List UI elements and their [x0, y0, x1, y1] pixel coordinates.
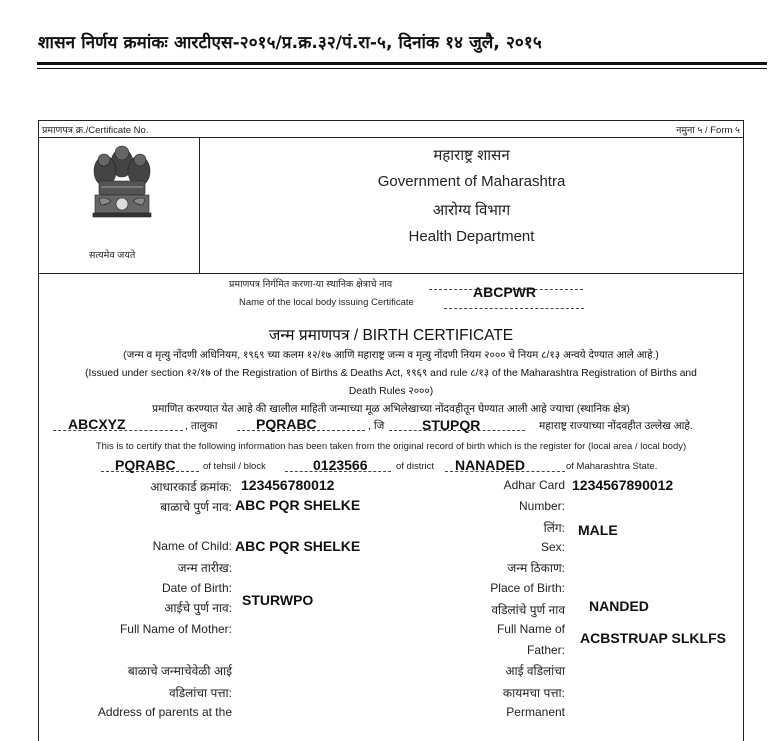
local-body-value: ABCPWR: [473, 284, 536, 300]
aadhar-label-en: Adhar Card: [503, 478, 565, 492]
certify-taluka-label: , तालुका: [185, 420, 218, 432]
child-name-label-mr: बाळाचे पुर्ण नाव:: [160, 500, 232, 514]
sex-label-en: Sex:: [540, 540, 565, 554]
emblem-motto: सत्यमेव जयते: [89, 250, 136, 261]
authority-line-4: Health Department: [408, 228, 535, 245]
child-name-label-en: Name of Child:: [152, 539, 232, 553]
legal-text-mr: (जन्म व मृत्यु नोंदणी अधिनियम, १९६९ च्या कलम १२/१७ आणि महाराष्ट्र जन्म व मृत्यु नोंदणी नियम २००० चे नियम ८/१३ अन्वये देण्यात आले आहे.): [123, 350, 659, 361]
header-bottom-divider: [39, 273, 743, 274]
father-label-mr: वडिलांचे पुर्ण नाव: [491, 603, 565, 617]
father-label-en-1: Full Name of: [496, 622, 565, 636]
pob-label-en: Place of Birth:: [490, 581, 565, 595]
local-body-label-mr: प्रमाणपत्र निर्गमित करणा-या स्थानिक क्षेत्राचे नाव: [229, 279, 393, 290]
addr-perm-label-mr-2: कायमचा पत्ता:: [502, 686, 565, 700]
certificate-title: जन्म प्रमाणपत्र / BIRTH CERTIFICATE: [268, 327, 514, 344]
certificate-number-label: प्रमाणपत्र क्र./Certificate No.: [42, 125, 149, 136]
mother-label-mr: आईचे पुर्ण नाव:: [164, 601, 232, 615]
aadhar-label-en-2: Number:: [518, 499, 565, 513]
addr-perm-label-mr-1: आई वडिलांचा: [505, 664, 565, 678]
mother-value: STURWPO: [242, 592, 314, 608]
ashoka-emblem-icon: [87, 141, 157, 247]
certify-text-mr: प्रमाणित करण्यात येत आहे की खालील माहिती जन्माच्या मूळ अभिलेखाच्या नोंदवहीतून घेण्यात आली आहे ज्याचा (स्थानिक क्षेत्र): [152, 403, 630, 415]
aadhar-value-left: 123456780012: [241, 477, 335, 493]
sex-value: MALE: [578, 522, 618, 538]
form-number-label: नमुना ५ / Form ५: [676, 125, 740, 136]
certify-district-value: STUPQR: [422, 417, 481, 433]
legal-text-en-1: (Issued under section १२/१७ of the Registration of Births & Deaths Act, १९६९ and rule ८/१३ of the Maharashtra Registration of Births and: [85, 368, 697, 379]
dob-label-en: Date of Birth:: [161, 581, 232, 595]
child-name-value: ABC PQR SHELKE: [235, 497, 361, 513]
aadhar-label-mr: आधारकार्ड क्रमांक:: [150, 480, 232, 494]
legal-text-en-2: Death Rules २०००): [348, 386, 434, 397]
certify-tail-mr: महाराष्ट्र राज्याच्या नोंदवहीत उल्लेख आहे.: [539, 420, 693, 432]
certificate-frame: [38, 120, 744, 741]
certify-en-district-label: of district: [396, 461, 435, 472]
addr-birth-label-mr-1: बाळाचे जन्माचेवेळी आई: [127, 664, 232, 678]
header-rule-thick: [37, 62, 767, 65]
pob-value: NANDED: [589, 598, 649, 614]
local-body-dash-en: [444, 308, 584, 309]
local-body-label-en: Name of the local body issuing Certificate: [239, 297, 414, 308]
aadhar-value-right: 1234567890012: [572, 477, 674, 493]
dob-label-mr: जन्म तारीख:: [177, 561, 232, 575]
top-row-divider: [39, 137, 743, 138]
mother-label-en: Full Name of Mother:: [119, 622, 232, 636]
child-name-value-en: ABC PQR SHELKE: [235, 538, 361, 554]
certify-district-label: , जि: [368, 420, 385, 432]
authority-line-2: Government of Maharashtra: [377, 173, 566, 190]
authority-line-3: आरोग्य विभाग: [432, 202, 511, 219]
certify-place-value: ABCXYZ: [68, 416, 126, 432]
authority-line-1: महाराष्ट्र शासन: [433, 147, 510, 164]
sex-label-mr: लिंग:: [543, 521, 565, 535]
father-value: ACBSTRUAP SLKLFS: [580, 630, 726, 646]
certify-en-district-value: NANADED: [455, 457, 525, 473]
certify-en-tehsil-value: 0123566: [313, 457, 368, 473]
addr-birth-label-en: Address of parents at the: [97, 705, 232, 719]
certify-text-en: This is to certify that the following information has been taken from the original record of birth which is the register for (local area / local body): [95, 441, 687, 452]
certify-en-local-value: PQRABC: [115, 457, 176, 473]
father-label-en-2: Father:: [526, 643, 565, 657]
header-rule-thin: [37, 68, 767, 69]
certify-taluka-value: PQRABC: [256, 416, 317, 432]
certify-en-tehsil-label: of tehsil / block: [203, 461, 266, 472]
certify-en-tail: of Maharashtra State.: [566, 461, 658, 472]
addr-birth-label-mr-2: वडिलांचा पत्ता:: [168, 686, 232, 700]
gazette-header: शासन निर्णय क्रमांकः आरटीएस-२०१५/प्र.क्र.३२/पं.रा-५, दिनांक १४ जुलै, २०१५: [38, 33, 542, 53]
addr-perm-label-en: Permanent: [506, 705, 565, 719]
pob-label-mr: जन्म ठिकाण:: [507, 561, 565, 575]
